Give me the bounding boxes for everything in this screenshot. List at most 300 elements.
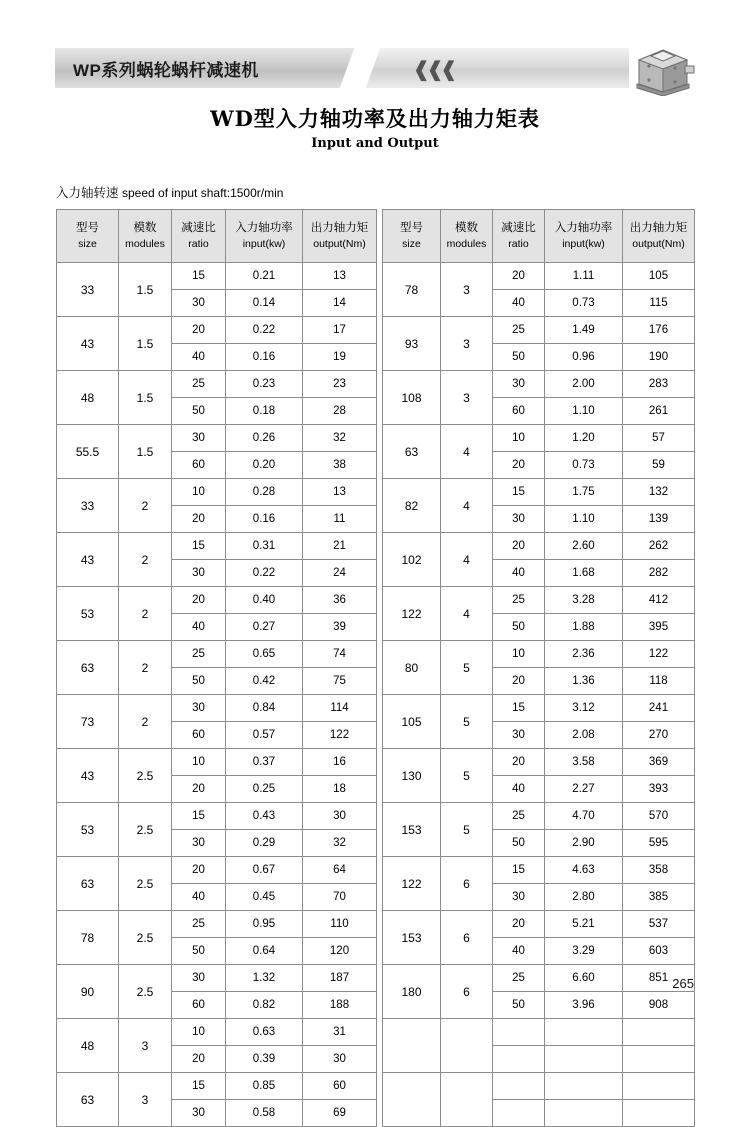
cell-input-power: 0.42 [226,668,303,695]
cell-input-power: 0.16 [226,344,303,371]
cell-size: 153 [383,803,441,857]
table-row [383,371,695,398]
cell-input-power [545,1100,623,1127]
cell-size: 53 [57,803,119,857]
table-row [383,1019,695,1046]
cell-size: 180 [383,965,441,1019]
cell-output-torque: 412 [623,587,695,614]
table-right-header [383,210,695,263]
table-row [57,317,377,344]
table-row [383,1073,695,1100]
cell-input-power: 3.29 [545,938,623,965]
input-shaft-speed-note [56,183,283,201]
col-input-power-en: input(kw) [562,237,605,250]
cell-output-torque: 105 [623,263,695,290]
cell-output-torque: 283 [623,371,695,398]
cell-size: 63 [383,425,441,479]
cell-input-power: 0.21 [226,263,303,290]
page-subtitle: Input and Output [311,136,439,151]
cell-input-power: 1.10 [545,506,623,533]
cell-modules: 4 [441,425,493,479]
col-input-power-cn: 入力轴功率 [235,222,293,235]
cell-size: 93 [383,317,441,371]
cell-output-torque: 570 [623,803,695,830]
cell-input-power: 0.96 [545,344,623,371]
page-title: WD型入力轴功率及出力轴力矩表 [210,106,540,131]
cell-output-torque: 603 [623,938,695,965]
cell-size: 153 [383,911,441,965]
cell-modules: 4 [441,533,493,587]
table-row [383,587,695,614]
cell-output-torque: 21 [303,533,377,560]
cell-output-torque: 24 [303,560,377,587]
cell-output-torque: 282 [623,560,695,587]
cell-ratio: 50 [172,398,226,425]
gearbox-image [629,42,695,96]
cell-ratio: 30 [172,695,226,722]
cell-ratio: 30 [493,371,545,398]
cell-input-power: 0.28 [226,479,303,506]
cell-size: 80 [383,641,441,695]
cell-size: 48 [57,371,119,425]
cell-output-torque: 74 [303,641,377,668]
cell-modules: 5 [441,641,493,695]
cell-output-torque: 122 [303,722,377,749]
table-row [383,425,695,452]
cell-ratio: 15 [172,533,226,560]
cell-ratio: 40 [493,938,545,965]
cell-input-power: 1.75 [545,479,623,506]
cell-modules: 3 [119,1019,172,1073]
table-header-row [383,210,695,263]
cell-input-power: 1.20 [545,425,623,452]
cell-ratio: 20 [493,533,545,560]
col-size-en: size [402,237,421,250]
cell-ratio [493,1046,545,1073]
cell-size: 90 [57,965,119,1019]
cell-input-power: 0.31 [226,533,303,560]
page-header [55,42,695,94]
cell-ratio: 30 [172,965,226,992]
cell-ratio: 20 [172,317,226,344]
table-row [57,425,377,452]
cell-input-power: 4.63 [545,857,623,884]
cell-input-power [545,1073,623,1100]
cell-output-torque: 16 [303,749,377,776]
cell-output-torque: 14 [303,290,377,317]
cell-ratio: 30 [172,560,226,587]
cell-ratio: 50 [172,668,226,695]
cell-ratio: 10 [493,641,545,668]
cell-output-torque: 69 [303,1100,377,1127]
cell-modules: 4 [441,479,493,533]
cell-modules: 3 [119,1073,172,1127]
cell-output-torque: 59 [623,452,695,479]
cell-ratio: 40 [172,614,226,641]
cell-ratio: 60 [493,398,545,425]
cell-size: 130 [383,749,441,803]
cell-ratio: 20 [172,587,226,614]
cell-modules [441,1073,493,1127]
cell-ratio: 40 [493,776,545,803]
cell-ratio: 10 [172,479,226,506]
cell-modules: 5 [441,803,493,857]
cell-output-torque [623,1073,695,1100]
cell-ratio: 60 [172,452,226,479]
cell-ratio: 40 [493,560,545,587]
cell-ratio: 50 [493,830,545,857]
cell-modules: 2.5 [119,803,172,857]
col-ratio-cn: 减速比 [501,222,536,235]
table-row [57,965,377,992]
cell-ratio: 30 [172,830,226,857]
power-torque-table-right [382,209,695,1127]
table-row [383,803,695,830]
cell-ratio: 60 [172,992,226,1019]
cell-input-power: 2.90 [545,830,623,857]
cell-output-torque: 595 [623,830,695,857]
table-left-body [57,263,377,1127]
header-series-title: WP系列蜗轮蜗杆减速机 [73,61,259,80]
cell-input-power: 0.57 [226,722,303,749]
col-ratio-en: ratio [508,237,529,250]
cell-output-torque: 270 [623,722,695,749]
cell-modules: 1.5 [119,317,172,371]
cell-ratio: 15 [493,479,545,506]
cell-modules: 1.5 [119,263,172,317]
cell-input-power: 0.16 [226,506,303,533]
cell-ratio: 50 [493,992,545,1019]
cell-input-power: 0.84 [226,695,303,722]
cell-input-power: 1.36 [545,668,623,695]
col-ratio [172,210,226,263]
cell-output-torque: 395 [623,614,695,641]
cell-ratio: 20 [172,857,226,884]
cell-size: 48 [57,1019,119,1073]
cell-modules: 2 [119,641,172,695]
page-number: 265 [672,976,694,991]
cell-ratio: 10 [172,1019,226,1046]
cell-output-torque: 75 [303,668,377,695]
cell-output-torque: 13 [303,263,377,290]
cell-output-torque: 18 [303,776,377,803]
cell-modules: 2 [119,479,172,533]
table-left-header [57,210,377,263]
cell-modules: 2.5 [119,749,172,803]
col-ratio [493,210,545,263]
cell-modules [441,1019,493,1073]
cell-size: 82 [383,479,441,533]
col-output-torque [623,210,695,263]
cell-output-torque: 176 [623,317,695,344]
cell-ratio: 15 [172,263,226,290]
cell-output-torque: 385 [623,884,695,911]
cell-modules: 4 [441,587,493,641]
cell-output-torque: 32 [303,830,377,857]
cell-ratio: 25 [493,965,545,992]
cell-ratio: 20 [172,1046,226,1073]
cell-ratio: 50 [172,938,226,965]
cell-input-power [545,1046,623,1073]
cell-output-torque: 261 [623,398,695,425]
cell-input-power: 1.68 [545,560,623,587]
cell-ratio: 25 [493,587,545,614]
cell-output-torque: 32 [303,425,377,452]
cell-size: 43 [57,533,119,587]
cell-output-torque: 110 [303,911,377,938]
cell-output-torque: 64 [303,857,377,884]
table-row [383,479,695,506]
cell-ratio: 15 [493,857,545,884]
cell-ratio: 30 [493,506,545,533]
table-row [57,803,377,830]
cell-size: 73 [57,695,119,749]
cell-output-torque: 38 [303,452,377,479]
table-row [57,641,377,668]
cell-ratio: 30 [493,722,545,749]
col-input-power-cn: 入力轴功率 [554,222,613,235]
cell-output-torque: 393 [623,776,695,803]
cell-modules: 5 [441,695,493,749]
chevron-left-icon: ❰❰❰ [413,59,455,81]
cell-input-power: 3.58 [545,749,623,776]
cell-input-power: 1.49 [545,317,623,344]
col-input-power-en: input(kw) [242,237,286,250]
col-output-torque-en: output(Nm) [313,237,366,250]
cell-modules: 1.5 [119,371,172,425]
cell-output-torque: 187 [303,965,377,992]
cell-input-power: 1.11 [545,263,623,290]
table-row [57,749,377,776]
cell-ratio: 25 [172,911,226,938]
cell-output-torque: 369 [623,749,695,776]
cell-input-power: 0.67 [226,857,303,884]
cell-input-power: 0.63 [226,1019,303,1046]
col-modules-cn: 模数 [133,222,157,235]
table-row [57,587,377,614]
cell-modules: 6 [441,857,493,911]
table-row [383,749,695,776]
col-ratio-cn: 减速比 [181,222,216,235]
cell-input-power [545,1019,623,1046]
col-size [57,210,119,263]
table-row [383,965,695,992]
cell-output-torque: 188 [303,992,377,1019]
cell-input-power: 1.10 [545,398,623,425]
cell-output-torque: 60 [303,1073,377,1100]
table-row [383,317,695,344]
cell-input-power: 0.18 [226,398,303,425]
cell-input-power: 0.95 [226,911,303,938]
cell-ratio: 25 [172,371,226,398]
cell-output-torque: 17 [303,317,377,344]
cell-output-torque: 36 [303,587,377,614]
speed-note-en: speed of input shaft:1500r/min [122,186,284,200]
table-row [383,857,695,884]
table-row [383,263,695,290]
cell-input-power: 0.23 [226,371,303,398]
cell-input-power: 3.12 [545,695,623,722]
cell-modules: 2 [119,587,172,641]
cell-input-power: 0.27 [226,614,303,641]
col-size-cn: 型号 [76,222,99,235]
cell-input-power: 4.70 [545,803,623,830]
power-torque-table-left [56,209,377,1127]
cell-output-torque: 19 [303,344,377,371]
cell-output-torque [623,1100,695,1127]
cell-input-power: 2.00 [545,371,623,398]
col-output-torque-en: output(Nm) [632,237,685,250]
col-size [383,210,441,263]
cell-size: 33 [57,263,119,317]
table-row [57,1073,377,1100]
cell-ratio: 50 [493,614,545,641]
cell-size: 63 [57,857,119,911]
cell-ratio [493,1019,545,1046]
cell-ratio: 25 [493,317,545,344]
cell-modules: 3 [441,263,493,317]
cell-size [383,1019,441,1073]
col-output-torque [303,210,377,263]
cell-ratio [493,1073,545,1100]
cell-output-torque: 118 [623,668,695,695]
cell-size: 63 [57,641,119,695]
cell-modules: 2.5 [119,911,172,965]
table-row [57,263,377,290]
cell-input-power: 0.20 [226,452,303,479]
cell-ratio: 20 [172,506,226,533]
col-size-en: size [78,237,97,250]
cell-input-power: 0.64 [226,938,303,965]
cell-modules: 2.5 [119,857,172,911]
cell-ratio: 60 [172,722,226,749]
cell-output-torque [623,1019,695,1046]
cell-ratio: 15 [172,1073,226,1100]
cell-input-power: 0.58 [226,1100,303,1127]
cell-input-power: 0.65 [226,641,303,668]
cell-input-power: 0.29 [226,830,303,857]
cell-output-torque: 241 [623,695,695,722]
cell-ratio: 30 [172,290,226,317]
cell-size: 122 [383,857,441,911]
cell-modules: 2.5 [119,965,172,1019]
cell-modules: 3 [441,317,493,371]
speed-note-cn: 入力轴转速 [56,186,119,200]
cell-output-torque: 262 [623,533,695,560]
cell-input-power: 0.22 [226,560,303,587]
table-right-body [383,263,695,1127]
cell-input-power: 2.27 [545,776,623,803]
cell-input-power: 0.39 [226,1046,303,1073]
cell-input-power: 0.37 [226,749,303,776]
cell-output-torque: 23 [303,371,377,398]
cell-output-torque: 908 [623,992,695,1019]
col-input-power [226,210,303,263]
col-modules-en: modules [125,237,165,250]
cell-input-power: 3.96 [545,992,623,1019]
cell-ratio: 30 [493,884,545,911]
cell-ratio: 25 [172,641,226,668]
cell-input-power: 0.85 [226,1073,303,1100]
cell-output-torque: 132 [623,479,695,506]
cell-input-power: 0.26 [226,425,303,452]
table-header-row [57,210,377,263]
col-output-torque-cn: 出力轴力矩 [310,222,369,235]
cell-size [383,1073,441,1127]
cell-size: 53 [57,587,119,641]
col-output-torque-cn: 出力轴力矩 [629,222,688,235]
cell-input-power: 0.22 [226,317,303,344]
cell-output-torque: 139 [623,506,695,533]
cell-ratio: 40 [172,344,226,371]
cell-input-power: 0.73 [545,290,623,317]
cell-size: 122 [383,587,441,641]
cell-input-power: 2.60 [545,533,623,560]
cell-size: 33 [57,479,119,533]
cell-output-torque: 28 [303,398,377,425]
cell-ratio: 20 [493,749,545,776]
col-modules-en: modules [446,237,487,250]
cell-output-torque: 122 [623,641,695,668]
cell-size: 108 [383,371,441,425]
col-modules [119,210,172,263]
table-row [57,533,377,560]
cell-size: 55.5 [57,425,119,479]
cell-output-torque: 31 [303,1019,377,1046]
cell-size: 63 [57,1073,119,1127]
cell-input-power: 6.60 [545,965,623,992]
table-row [57,695,377,722]
col-ratio-en: ratio [188,237,209,250]
cell-modules: 6 [441,911,493,965]
cell-ratio: 40 [172,884,226,911]
table-row [57,1019,377,1046]
cell-output-torque: 70 [303,884,377,911]
cell-input-power: 0.82 [226,992,303,1019]
cell-output-torque: 114 [303,695,377,722]
cell-ratio: 10 [493,425,545,452]
table-row [383,911,695,938]
cell-output-torque: 39 [303,614,377,641]
cell-output-torque: 30 [303,803,377,830]
cell-ratio: 20 [493,452,545,479]
cell-output-torque: 120 [303,938,377,965]
cell-output-torque: 115 [623,290,695,317]
cell-input-power: 0.14 [226,290,303,317]
table-row [383,533,695,560]
cell-input-power: 2.36 [545,641,623,668]
cell-modules: 3 [441,371,493,425]
cell-input-power: 2.80 [545,884,623,911]
cell-ratio: 50 [493,344,545,371]
col-modules [441,210,493,263]
cell-output-torque: 13 [303,479,377,506]
cell-output-torque: 851 [623,965,695,992]
cell-size: 78 [57,911,119,965]
cell-ratio: 30 [172,1100,226,1127]
table-row [57,911,377,938]
cell-output-torque: 358 [623,857,695,884]
cell-output-torque: 11 [303,506,377,533]
cell-ratio: 20 [493,911,545,938]
col-input-power [545,210,623,263]
cell-ratio: 25 [493,803,545,830]
cell-output-torque: 537 [623,911,695,938]
cell-modules: 5 [441,749,493,803]
cell-modules: 2 [119,533,172,587]
cell-input-power: 3.28 [545,587,623,614]
cell-input-power: 1.88 [545,614,623,641]
